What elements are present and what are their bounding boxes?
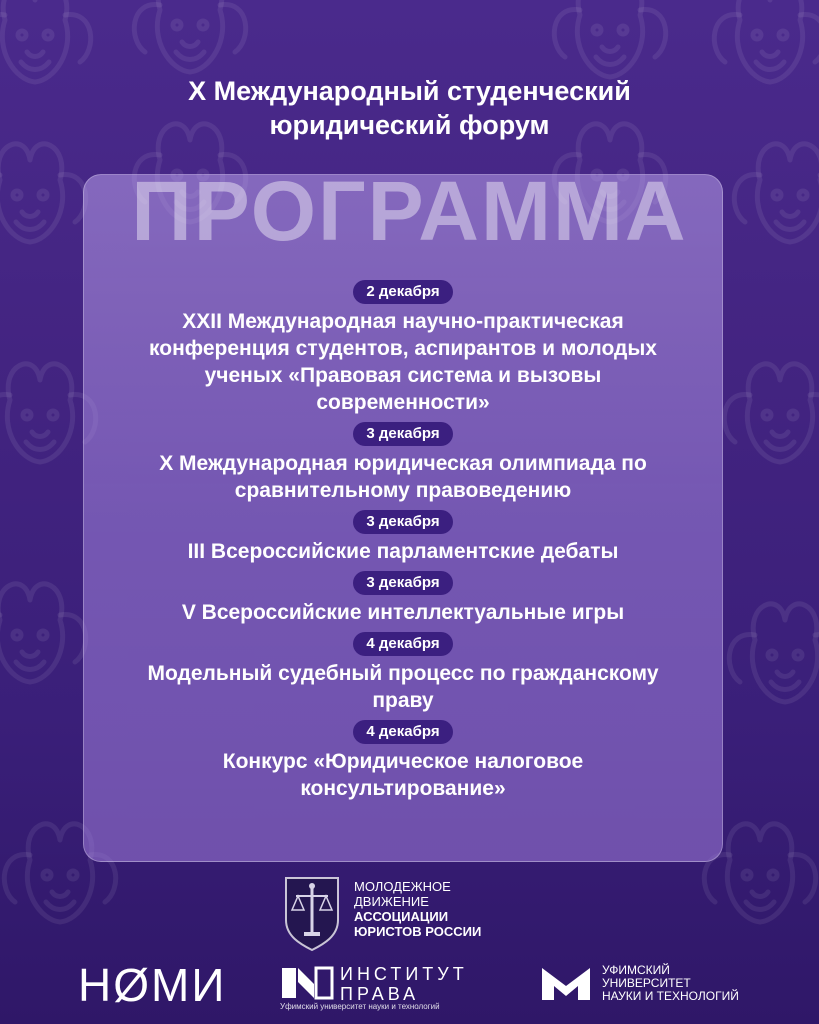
event-date-badge: 4 декабря	[353, 632, 452, 656]
program-event	[83, 510, 723, 565]
event-title	[83, 748, 723, 802]
event-title-line: праву	[372, 689, 434, 712]
amyr-logo-line-3: АССОЦИАЦИИ	[354, 909, 449, 924]
uust-logo-line-1: УФИМСКИЙ	[602, 963, 670, 977]
event-date-badge: 3 декабря	[353, 422, 452, 446]
program-list	[83, 280, 723, 808]
event-title-line: Конкурс «Юридическое налоговое	[222, 750, 584, 773]
institute-mark-icon	[280, 964, 336, 1000]
event-title	[83, 660, 723, 714]
uust-mark-icon	[540, 966, 592, 1002]
uust-logo-text	[602, 964, 739, 1003]
event-title-line: современности»	[316, 391, 490, 414]
event-date-badge: 4 декабря	[353, 720, 452, 744]
program-event	[83, 422, 723, 504]
program-event	[83, 720, 723, 802]
amyr-logo	[280, 872, 540, 954]
amyr-logo-line-1: МОЛОДЕЖНОЕ	[354, 879, 451, 894]
event-title-line: ученых «Правовая система и вызовы	[204, 364, 602, 387]
event-title-line: конференция студентов, аспирантов и молодых	[149, 337, 657, 360]
event-title	[83, 538, 723, 565]
event-title-line: X Международная юридическая олимпиада по	[159, 452, 647, 475]
event-title	[83, 599, 723, 626]
program-event	[83, 632, 723, 714]
event-title-line: консультирование»	[300, 777, 506, 800]
event-date-badge: 3 декабря	[353, 571, 452, 595]
uust-logo-line-2: УНИВЕРСИТЕТ	[602, 976, 691, 990]
uust-logo-line-3: НАУКИ И ТЕХНОЛОГИЙ	[602, 989, 739, 1003]
event-title-line: XXII Международная научно-практическая	[182, 310, 624, 333]
institute-logo	[280, 964, 500, 1014]
uust-logo	[540, 962, 770, 1012]
event-title	[83, 308, 723, 416]
forum-title-line-2: юридический форум	[269, 110, 550, 140]
nomi-logo: НØМИ	[78, 959, 227, 1011]
event-title	[83, 450, 723, 504]
event-title-line: сравнительному правоведению	[234, 479, 572, 502]
program-heading: ПРОГРАММА	[131, 164, 688, 258]
amyr-logo-text	[354, 879, 481, 939]
event-date-badge: 2 декабря	[353, 280, 452, 304]
institute-logo-line-1: ИНСТИТУТ	[340, 964, 468, 984]
forum-title-line-1: X Международный студенческий	[188, 76, 631, 106]
event-title-line: Модельный судебный процесс по гражданскому	[147, 662, 659, 685]
program-event	[83, 571, 723, 626]
event-date-badge: 3 декабря	[353, 510, 452, 534]
program-event	[83, 280, 723, 416]
forum-title	[0, 74, 819, 142]
institute-logo-subtitle: Уфимский университет науки и технологий	[280, 1002, 440, 1011]
amyr-logo-line-4: ЮРИСТОВ РОССИИ	[354, 924, 482, 939]
scales-shield-icon	[280, 872, 344, 952]
event-title-line: V Всероссийские интеллектуальные игры	[181, 601, 625, 624]
event-title-line: III Всероссийские парламентские дебаты	[187, 540, 619, 563]
amyr-logo-line-2: ДВИЖЕНИЕ	[354, 894, 429, 909]
institute-logo-line-2: ПРАВА	[340, 984, 420, 1004]
